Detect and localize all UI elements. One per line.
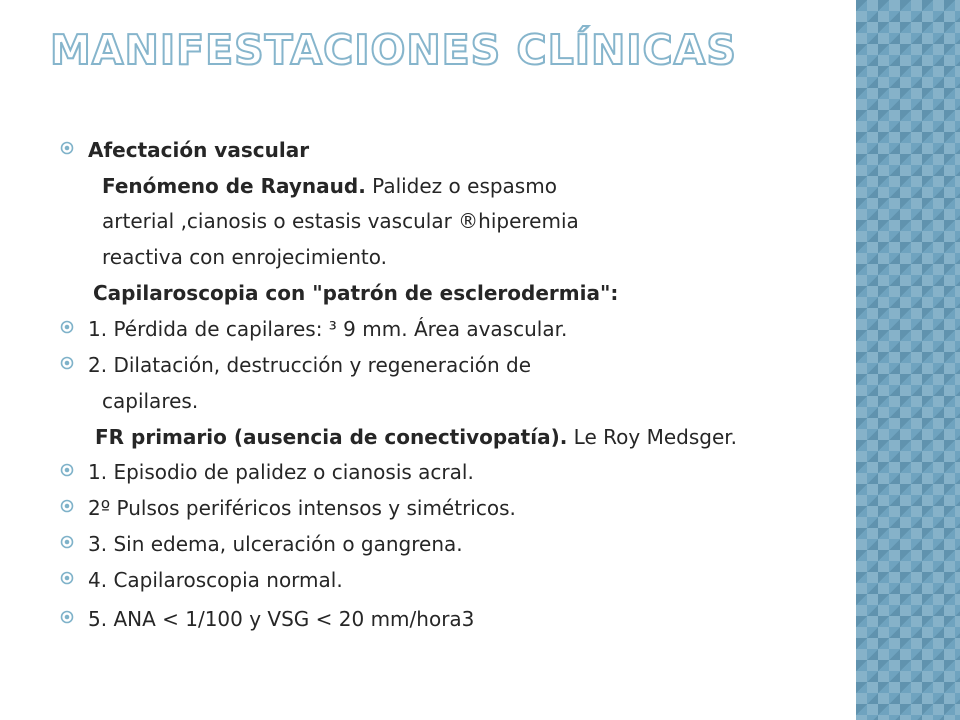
circled-dot-bullet-icon [60,356,78,374]
circled-dot-bullet-icon [60,463,78,481]
circled-dot-bullet-icon [60,499,78,517]
line-text: Le Roy Medsger. [567,425,737,449]
line-text: 2º Pulsos periféricos intensos y simétricos. [88,496,516,520]
circled-dot-bullet-icon [60,571,78,589]
line-text: 1. Episodio de palidez o cianosis acral. [88,460,474,484]
line-text: 5. ANA < 1/100 y VSG < 20 mm/hora3 [88,607,475,631]
line-text-bold: FR primario (ausencia de conectivopatía). [95,425,568,449]
line-text: 4. Capilaroscopia normal. [88,568,343,592]
line-text: 3. Sin edema, ulceración o gangrena. [88,532,463,556]
line-text-bold: Capilaroscopia con "patrón de esclerodermia": [93,281,619,305]
circled-dot-bullet-icon [60,535,78,553]
line-text: arterial ,cianosis o estasis vascular ®hiperemia [102,209,579,233]
line-text: capilares. [102,389,199,413]
slide-title: MANIFESTACIONES CLÍNICAS [50,26,737,74]
line-text: 1. Pérdida de capilares: ³ 9 mm. Área avascular. [88,317,568,341]
line-text: reactiva con enrojecimiento. [102,245,387,269]
line-text-bold: Fenómeno de Raynaud. [102,174,366,198]
circled-dot-bullet-icon [60,141,78,159]
circled-dot-bullet-icon [60,320,78,338]
circled-dot-bullet-icon [60,610,78,628]
line-text: Palidez o espasmo [365,174,557,198]
line-text: 2. Dilatación, destrucción y regeneración de [88,353,532,377]
line-text-bold: Afectación vascular [88,138,310,162]
